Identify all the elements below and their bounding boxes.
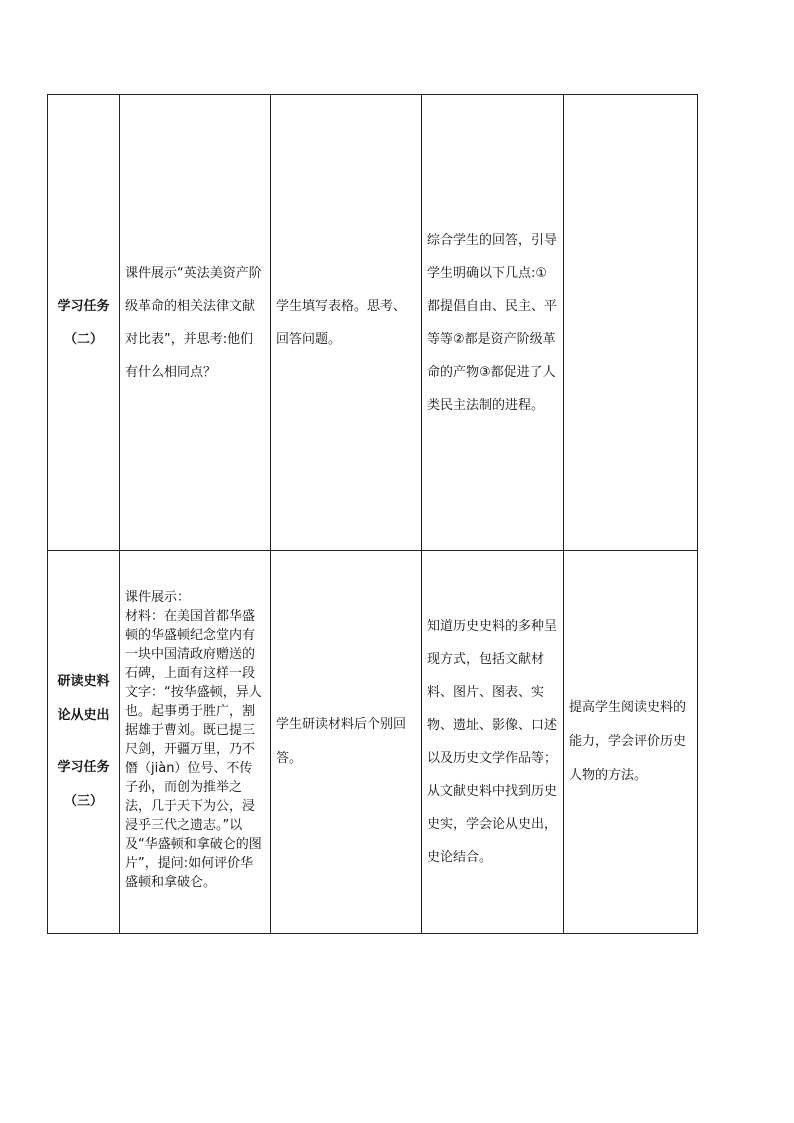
teacher-activity-title: 课件展示： — [125, 590, 191, 605]
teacher-activity-cell — [120, 95, 271, 551]
stage-label-line: 学习任务 — [57, 760, 110, 775]
stage-label-line: 研读史料 — [57, 674, 110, 689]
stage-label-line: 学习任务 — [57, 298, 110, 314]
teacher-activity-text: 材料：在美国首都华盛顿的华盛顿纪念堂内有一块中国清政府赠送的石碑，上面有这样一段文字：“按华盛顿，异人也。起事勇于胜广，割据雄于曹刘。既已提三尺剑，开疆万里，乃不僭（jiàn）位号、不传子孙，而创为推举之法，几于天下为公，浸浸乎三代之遗志。”以及“华盛顿和拿破仑的图片”，提问:如何评价华盛顿和拿破仑。 — [125, 609, 262, 890]
design-points-text: 知道历史史料的多种呈现方式，包括文献材料、图片、图表、实物、遗址、影像、口述以及历史文学作品等；从文献史料中找到历史史实，学会论从史出，史论结合。 — [427, 619, 558, 865]
student-activity-text: 学生填写表格。思考、回答问题。 — [276, 298, 407, 347]
design-points-text: 综合学生的回答，引导学生明确以下几点:①都提倡自由、民主、平等等②都是资产阶级革命的产物③都促进了人类民主法制的进程。 — [427, 232, 558, 413]
teacher-activity-text: 课件展示“英法美资产阶级革命的相关法律文献对比表”，并思考:他们有什么相同点？ — [125, 265, 262, 380]
lesson-plan-table — [47, 94, 698, 934]
student-activity-cell — [271, 551, 422, 934]
table-row — [48, 551, 698, 934]
student-activity-cell — [271, 95, 422, 551]
stage-label-spacer — [50, 733, 117, 751]
stage-label-line: （三） — [63, 794, 103, 809]
stage-cell — [48, 95, 120, 551]
stage-cell — [48, 551, 120, 934]
design-intent-cell — [564, 95, 698, 551]
teacher-activity-cell — [120, 551, 271, 934]
design-points-cell — [422, 551, 564, 934]
table-row — [48, 95, 698, 551]
stage-label-line: （二） — [63, 331, 103, 347]
stage-label-line: 论从史出 — [57, 708, 110, 723]
design-intent-text: 提高学生阅读史料的能力，学会评价历史人物的方法。 — [569, 700, 687, 783]
student-activity-text: 学生研读材料后个别回答。 — [276, 717, 407, 766]
design-points-cell — [422, 95, 564, 551]
design-intent-cell — [564, 551, 698, 934]
